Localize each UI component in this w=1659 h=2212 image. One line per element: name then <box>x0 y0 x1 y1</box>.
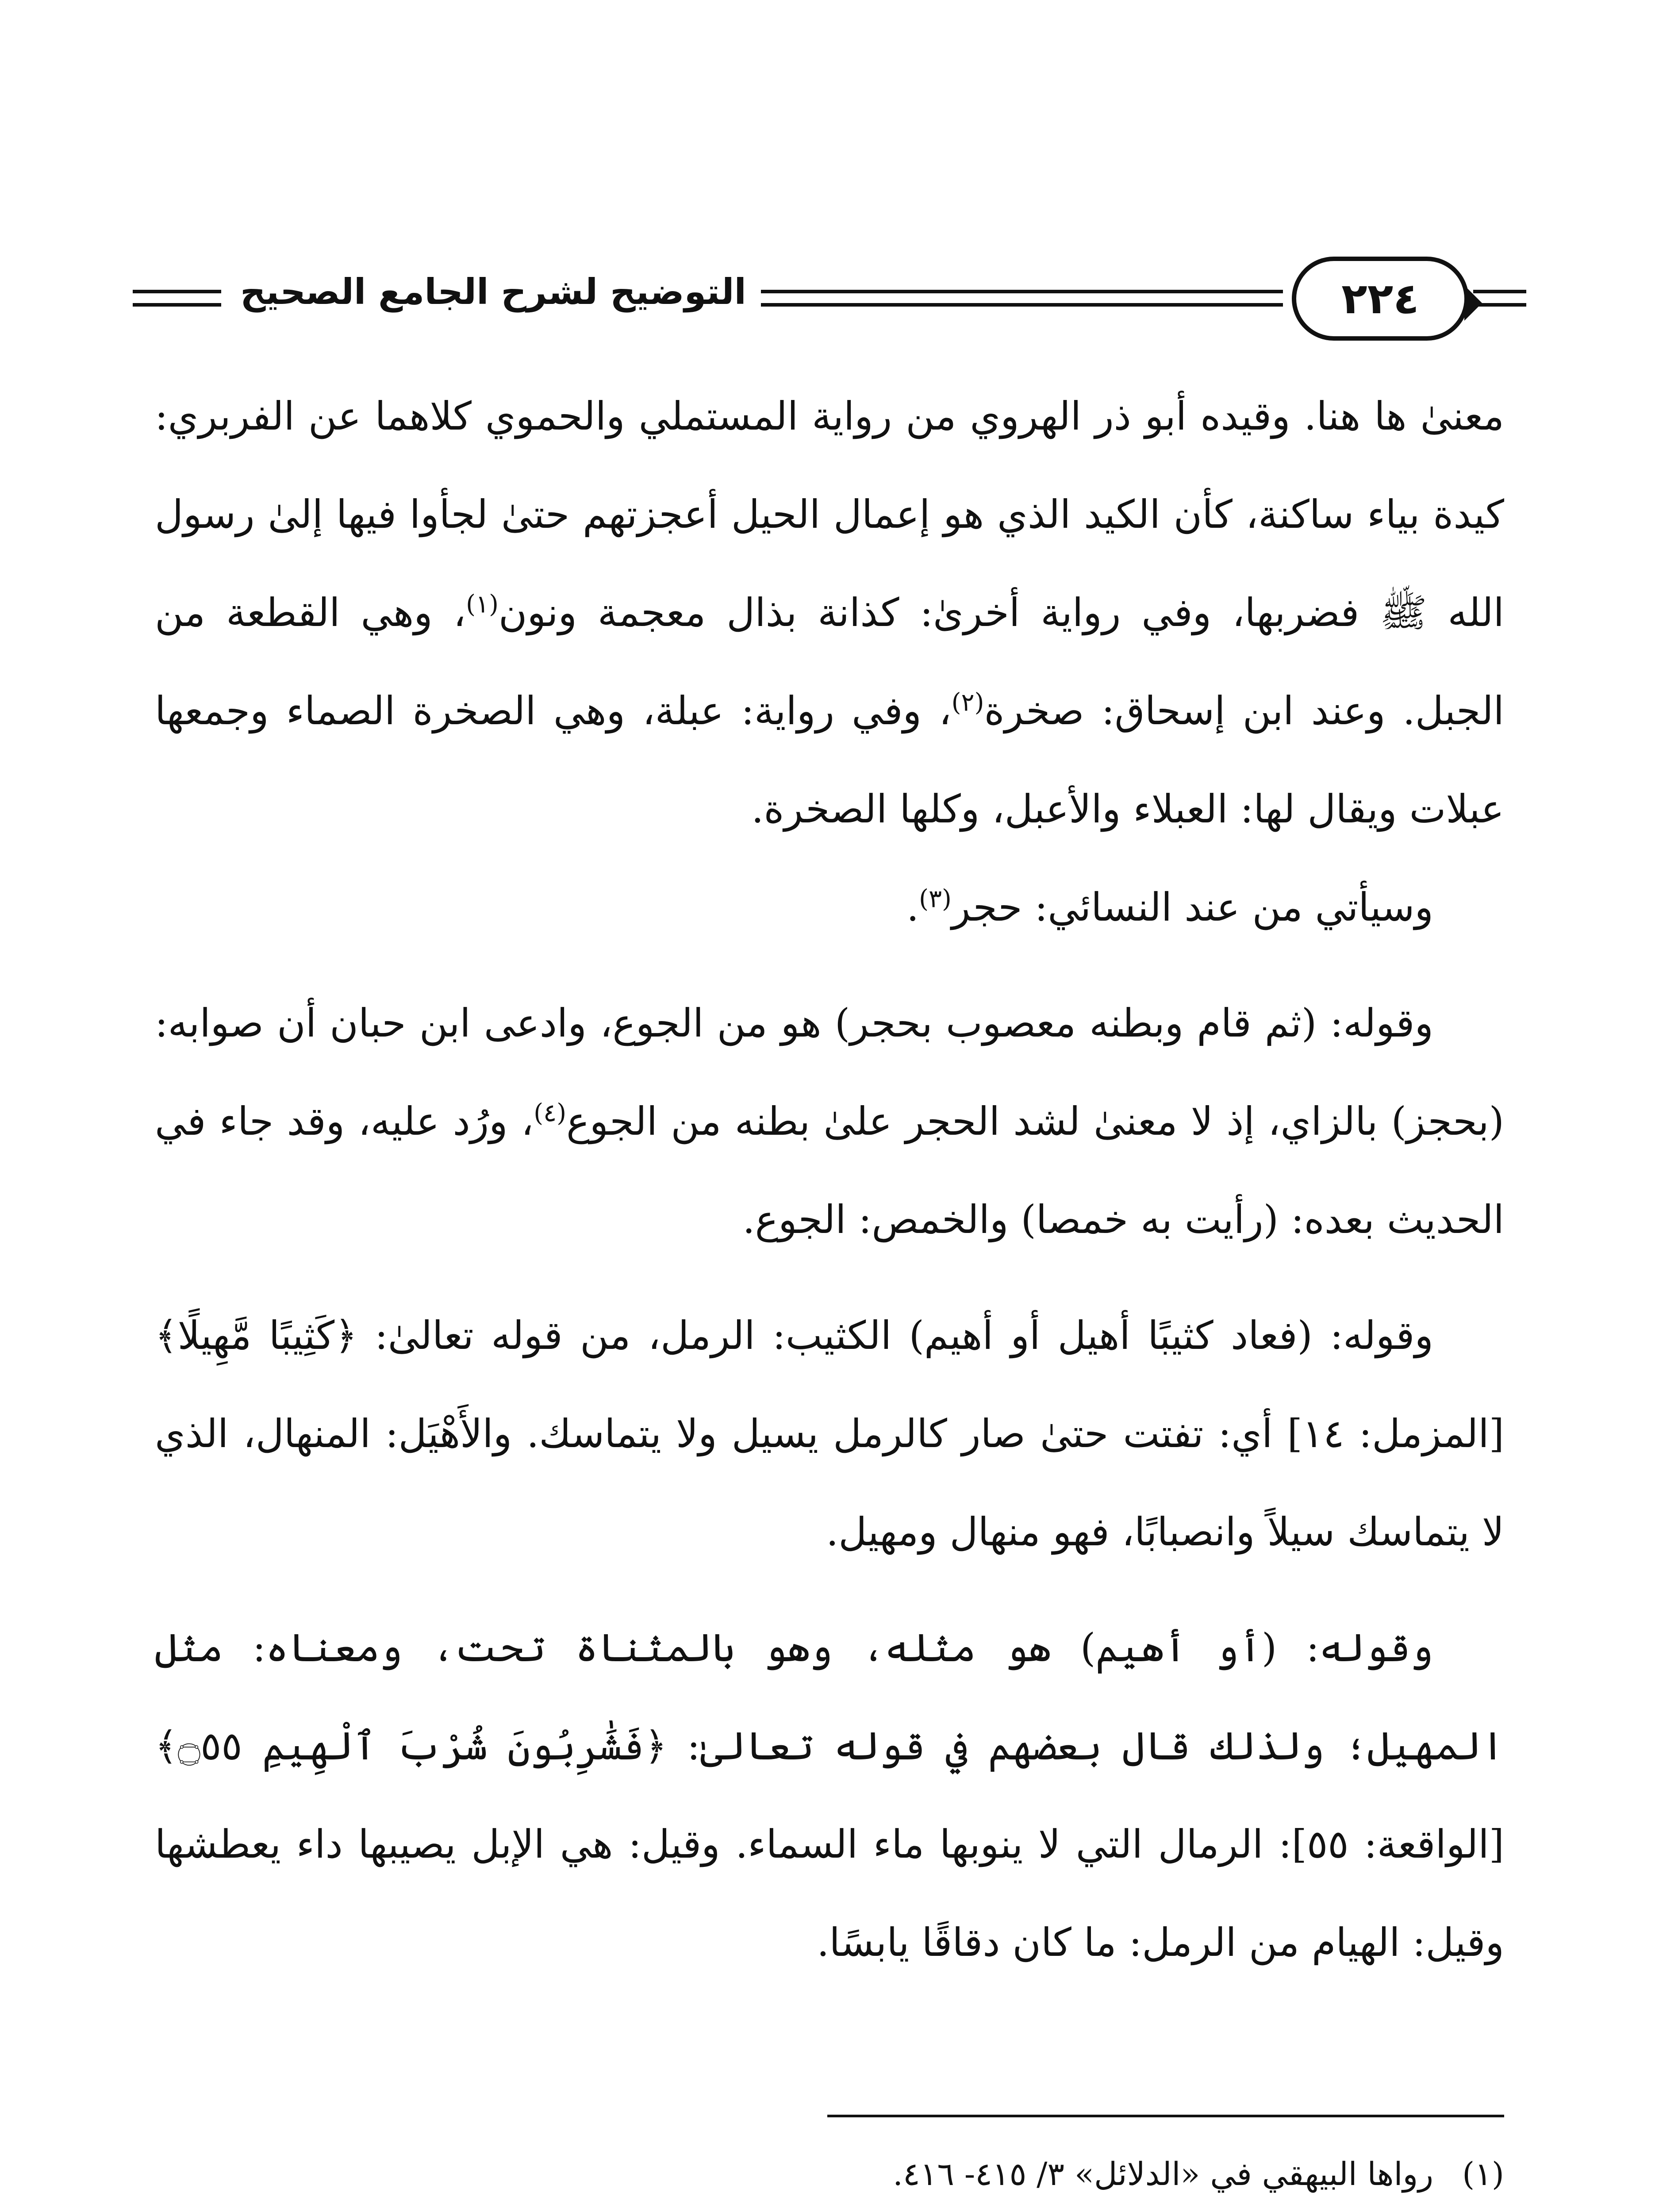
text-line: الصماء وجمعها عبلات ويقال لها: العبلاء والأعبل، وكلها الصخرة. <box>155 688 1504 832</box>
footnote-marker: (٤) <box>534 1098 567 1128</box>
paragraph <box>155 974 1504 1269</box>
footnote-marker: (٢) <box>951 688 984 717</box>
text-line: ولا يتماسك. والأَهْيَل: المنهال، الذي لا يتماسك سيلاً وانصبابًا، <box>155 1411 1504 1555</box>
text-line: المهيل؛ ولذلك قال بعضهم في قوله تعالىٰ: ﴿فَشَٰرِبُونَ شُرْبَ ٱلْهِيمِ ۝٥٥﴾ <box>155 1723 1504 1769</box>
header-rule <box>133 303 221 307</box>
text-line: . <box>906 884 919 930</box>
text-line: يصيبها داء يعطشها وقيل: الهيام من الرمل: ما كان دقاقًا يابسًا. <box>155 1821 1504 1965</box>
page-header <box>133 248 1526 354</box>
text-line: رواية أخرىٰ: كذانة بذال معجمة ونون <box>498 590 1121 635</box>
text-line: الجوع <box>566 1098 658 1144</box>
footnote <box>155 2207 1504 2212</box>
page-number-ornament <box>1292 257 1469 341</box>
paragraph <box>155 1599 1504 1992</box>
footnote-text <box>155 2207 1433 2212</box>
footnote-separator <box>827 2115 1504 2117</box>
footnotes <box>155 2141 1504 2212</box>
footnote <box>155 2141 1504 2207</box>
main-text <box>155 367 1504 1992</box>
paragraph <box>155 858 1504 956</box>
page-number: ٢٢٤ <box>1341 274 1419 323</box>
text-line: [الواقعة: ٥٥]: الرمال التي لا ينوبها ماء السماء. وقيل: هي الإبل <box>471 1821 1504 1867</box>
text-line: ، ورُد عليه، وقد جاء في الحديث بعده: (رأيت به خمصا) <box>155 1098 1504 1242</box>
text-line: كلاهما عن الفربري: كيدة بياء ساكنة، كأن الكيد الذي هو إعمال <box>155 393 1504 537</box>
text-line: وسيأتي من عند النسائي: حجر <box>951 884 1433 930</box>
footnote-number <box>1433 2207 1504 2212</box>
header-rule <box>1473 290 1526 293</box>
footnote-text: رواها البيهقي في «الدلائل» ٣/ ٤١٥- ٤١٦. <box>893 2155 1433 2193</box>
paragraph <box>155 367 1504 858</box>
footnote-marker: (٣) <box>919 884 952 914</box>
text-line: فهو منهال ومهيل. <box>826 1509 1110 1555</box>
text-line: ﴿كَثِيبًا مَّهِيلًا﴾ [المزمل: ١٤] أي: تفتت حتىٰ صار كالرمل يسيل <box>155 1313 1504 1456</box>
text-line: وقوله: (ثم قام وبطنه معصوب بحجر) هو من الجوع، وادعى ابن <box>419 1000 1433 1046</box>
text-line: ، وفي رواية: عبلة، وهي الصخرة <box>412 688 952 733</box>
paragraph <box>155 1286 1504 1581</box>
text-line: ، وهي القطعة من الجبل. <box>155 590 1504 733</box>
text-line: وقوله: (أو أهيم) هو مثله، وهو بالمثناة تحت، ومعناه: مثل <box>155 1625 1433 1671</box>
running-title: التوضيح لشرح الجامع الصحيح <box>240 271 746 312</box>
text-line: والخمص: الجوع. <box>742 1197 1009 1242</box>
text-line: وقوله: (فعاد كثيبًا أهيل أو أهيم) الكثيب: الرمل، من قوله تعالىٰ: <box>375 1313 1433 1358</box>
text-line: وعند ابن إسحاق: صخرة <box>984 688 1386 733</box>
text-line: معنىٰ ها هنا. وقيده أبو ذر الهروي من رواية المستملي والحموي <box>485 393 1504 439</box>
header-rule <box>133 290 221 293</box>
footnote-marker: (١) <box>466 590 499 619</box>
text-line: الحيل أعجزتهم حتىٰ لجأوا فيها إلىٰ رسول الله ﷺ فضربها، وفي <box>155 492 1504 635</box>
header-rule <box>761 303 1283 307</box>
header-rule <box>761 290 1283 293</box>
text-line: حبان أن صوابه: (بحجز) بالزاي، إذ لا معنىٰ لشد الحجر علىٰ بطنه من <box>155 1000 1504 1144</box>
header-rule <box>1473 303 1526 307</box>
footnote-number: (١) <box>1462 2155 1504 2193</box>
